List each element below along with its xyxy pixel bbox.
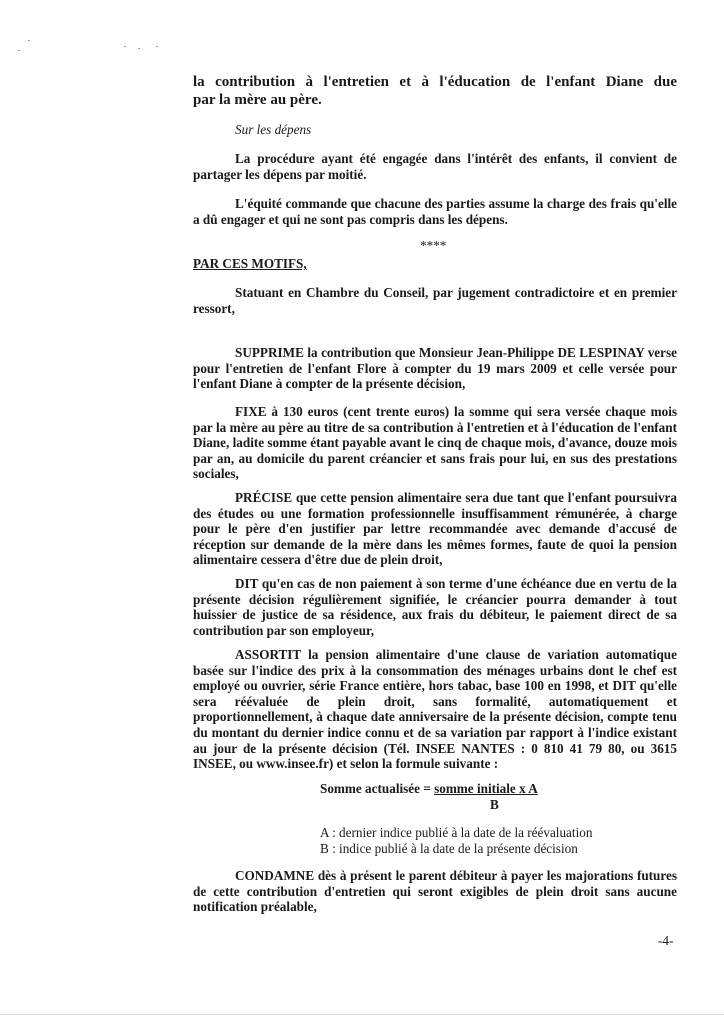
motifs-heading: PAR CES MOTIFS,: [193, 256, 307, 271]
scan-edge: [0, 1014, 724, 1015]
formula-lhs: Somme actualisée =: [320, 781, 435, 796]
scan-speck: [156, 46, 158, 47]
page-number: -4-: [658, 933, 674, 948]
separator-stars: ****: [420, 238, 447, 253]
statuant-paragraph: Statuant en Chambre du Conseil, par jugement contradictoire et en premier ressort,: [193, 285, 677, 316]
scan-speck: [138, 48, 140, 49]
intro-line-1: la contribution à l'entretien et à l'éducation de l'enfant Diane due: [193, 74, 677, 90]
scan-speck: [18, 50, 20, 51]
scan-speck: [28, 40, 30, 41]
formula-def-a: A : dernier indice publié à la date de la réévaluation: [320, 825, 593, 840]
scan-speck: [124, 46, 126, 47]
precise-paragraph: PRÉCISE que cette pension alimentaire sera due tant que l'enfant poursuivra des études ou une formation professionnelle insuffisamment rémunérée, à charge pour le père d'en justifier par lettre recommandée avec demande d'accusé de réception sur demande de la mère dans les mêmes formes, faute de quoi la pension alimentaire cessera d'être due de plein droit,: [193, 490, 677, 568]
formula-denominator: B: [490, 797, 499, 812]
dit-paragraph: DIT qu'en cas de non paiement à son terme d'une échéance due en vertu de la présente décision régulièrement signifiée, le créancier pourra demander à tout huissier de justice de sa résidence, aux frais du débiteur, le paiement direct de sa contribution par son employeur,: [193, 576, 677, 638]
assortit-paragraph: ASSORTIT la pension alimentaire d'une clause de variation automatique basée sur l'indice des prix à la consommation des ménages urbains dont le chef est employé ou ouvrier, série France entière, hors tabac, base 100 en 1998, et DIT qu'elle sera réévaluée de plein droit, sans formalité, automatiquement et proportionnellement, à chaque date anniversaire de la présente décision, compte tenu du montant du dernier indice connu et de sa variation par rapport à l'indice existant au jour de la présente décision (Tél. INSEE NANTES : 0 810 41 79 80, ou 3615 INSEE, ou www.insee.fr) et selon la formule suivante :: [193, 647, 677, 772]
depens-heading: Sur les dépens: [235, 122, 312, 137]
intro-line-2: par la mère au père.: [193, 91, 322, 108]
formula-def-b: B : indice publié à la date de la présente décision: [320, 841, 578, 856]
formula-numerator: somme initiale x A: [434, 781, 538, 796]
formula: [320, 781, 538, 797]
equite-paragraph: L'équité commande que chacune des parties assume la charge des frais qu'elle a dû engager et qui ne sont pas compris dans les dépens.: [193, 196, 677, 227]
supprime-paragraph: SUPPRIME la contribution que Monsieur Jean-Philippe DE LESPINAY verse pour l'entretien de l'enfant Flore à compter du 19 mars 2009 et celle versée pour l'enfant Diane à compter de la présente décision,: [193, 345, 677, 392]
fixe-paragraph: FIXE à 130 euros (cent trente euros) la somme qui sera versée chaque mois par la mère au père au titre de sa contribution à l'entretien et à l'éducation de l'enfant Diane, ladite somme étant payable avant le cinq de chaque mois, d'avance, douze mois par an, au domicile du parent créancier et sans frais pour lui, en sus des prestations sociales,: [193, 404, 677, 482]
depens-paragraph: La procédure ayant été engagée dans l'intérêt des enfants, il convient de partager les dépens par moitié.: [193, 151, 677, 182]
condamne-paragraph: CONDAMNE dès à présent le parent débiteur à payer les majorations futures de cette contribution d'entretien qui seront exigibles de plein droit sans aucune notification préalable,: [193, 868, 677, 915]
intro-paragraph: [193, 74, 677, 109]
